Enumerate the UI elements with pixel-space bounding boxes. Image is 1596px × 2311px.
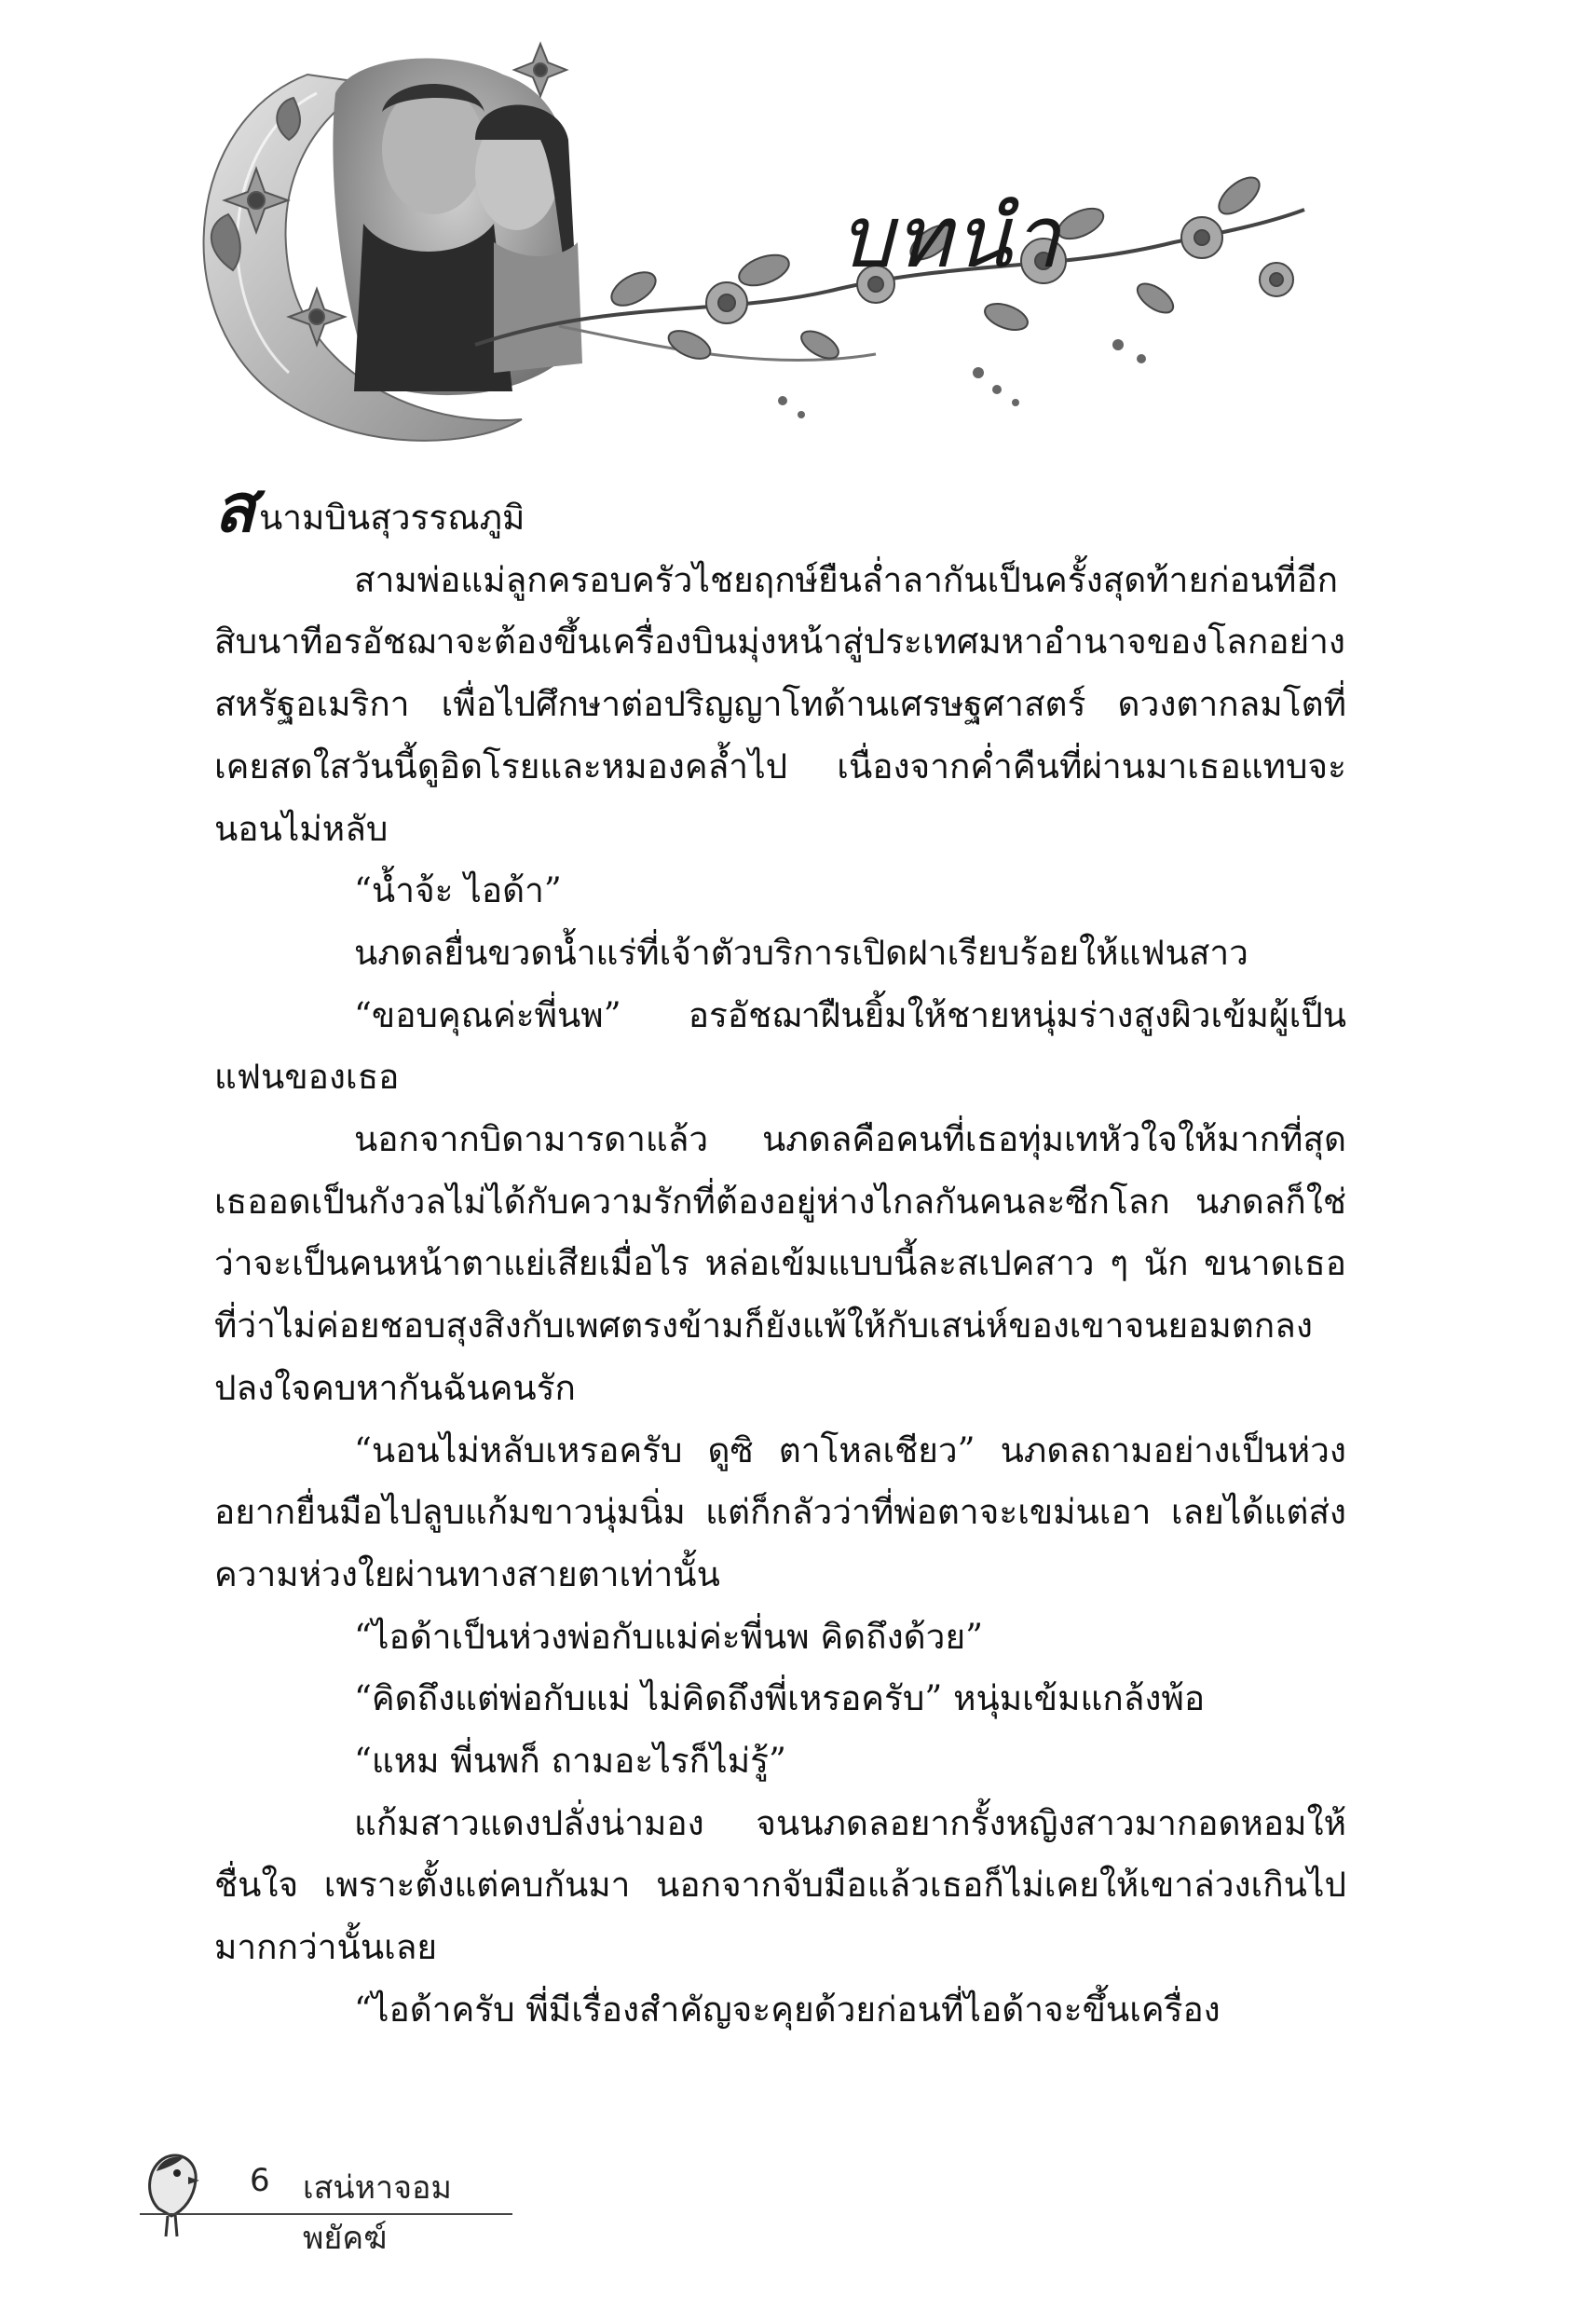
paragraph: “แหม พี่นพก็ ถามอะไรก็ไม่รู้” [354, 1741, 786, 1782]
chapter-title: บทนำ [839, 187, 1062, 287]
chapter-body [214, 468, 1346, 2042]
paragraph: แก้มสาวแดงปลั่งน่ามอง จนนภดลอยากรั้งหญิงสาวมากอดหอมให้ชื่นใจ เพราะตั้งแต่คบกันมา นอกจากจับมือแล้วเธอก็ไม่เคยให้เขาล่วงเกินไปมากกว่านั้นเลย [214, 1802, 1346, 1968]
paragraph: นภดลยื่นขวดน้ำแร่ที่เจ้าตัวบริการเปิดฝาเรียบร้อยให้แฟนสาว [354, 932, 1248, 973]
paragraph: “น้ำจ้ะ ไอด้า” [354, 870, 562, 911]
footer-rule [140, 2213, 512, 2215]
bird-icon [140, 2143, 205, 2246]
paragraph-text: นามบินสุวรรณภูมิ [258, 498, 525, 538]
page-number: 6 [250, 2162, 270, 2199]
paragraph: “ไอด้าเป็นห่วงพ่อกับแม่ค่ะพี่นพ คิดถึงด้วย” [354, 1616, 984, 1657]
paragraph: นอกจากบิดามารดาแล้ว นภดลคือคนที่เธอทุ่มเทหัวใจให้มากที่สุด เธออดเป็นกังวลไม่ได้กับความรักที่ต้องอยู่ห่างไกลกันคนละซีกโลก นภดลก็ใช่ว่าจะเป็นคนหน้าตาแย่เสียเมื่อไร หล่อเข้มแบบนี้ละสเปคสาว ๆ นัก ขนาดเธอที่ว่าไม่ค่อยชอบสุงสิงกับเพศตรงข้ามก็ยังแพ้ให้กับเสน่ห์ของเขาจนยอมตกลงปลงใจคบหากันฉันคนรัก [214, 1119, 1346, 1408]
paragraph: “ขอบคุณค่ะพี่นพ” อรอัชฌาฝืนยิ้มให้ชายหนุ่มร่างสูงผิวเข้มผู้เป็นแฟนของเธอ [214, 994, 1346, 1098]
opening-paragraph [214, 468, 1346, 550]
paragraph: สามพ่อแม่ลูกครอบครัวไชยฤกษ์ยืนล่ำลากันเป็นครั้งสุดท้ายก่อนที่อีกสิบนาทีอรอัชฌาจะต้องขึ้นเครื่องบินมุ่งหน้าสู่ประเทศมหาอำนาจของโลกอย่างสหรัฐอเมริกา เพื่อไปศึกษาต่อปริญญาโทด้านเศรษฐศาสตร์ ดวงตากลมโตที่เคยสดใสวันนี้ดูอิดโรยและหมองคล้ำไป เนื่องจากค่ำคืนที่ผ่านมาเธอแทบจะนอนไม่หลับ [214, 559, 1346, 849]
paragraph: “นอนไม่หลับเหรอครับ ดูซิ ตาโหลเชียว” นภดลถามอย่างเป็นห่วง อยากยื่นมือไปลูบแก้มขาวนุ่มนิ่ม แต่ก็กลัวว่าที่พ่อตาจะเขม่นเอา เลยได้แต่ส่งความห่วงใยผ่านทางสายตาเท่านั้น [214, 1429, 1346, 1594]
running-title: เสน่หาจอมพยัคฆ์ [303, 2169, 452, 2257]
paragraph: “ไอด้าครับ พี่มีเรื่องสำคัญจะคุยด้วยก่อนที่ไอด้าจะขึ้นเครื่อง [354, 1989, 1221, 2030]
header-illustration [168, 37, 1323, 475]
couple-portrait [333, 59, 582, 396]
drop-cap: ส [214, 468, 255, 547]
page-footer [140, 2143, 531, 2257]
paragraph: “คิดถึงแต่พ่อกับแม่ ไม่คิดถึงพี่เหรอครับ” หนุ่มเข้มแกล้งพ้อ [354, 1678, 1206, 1719]
